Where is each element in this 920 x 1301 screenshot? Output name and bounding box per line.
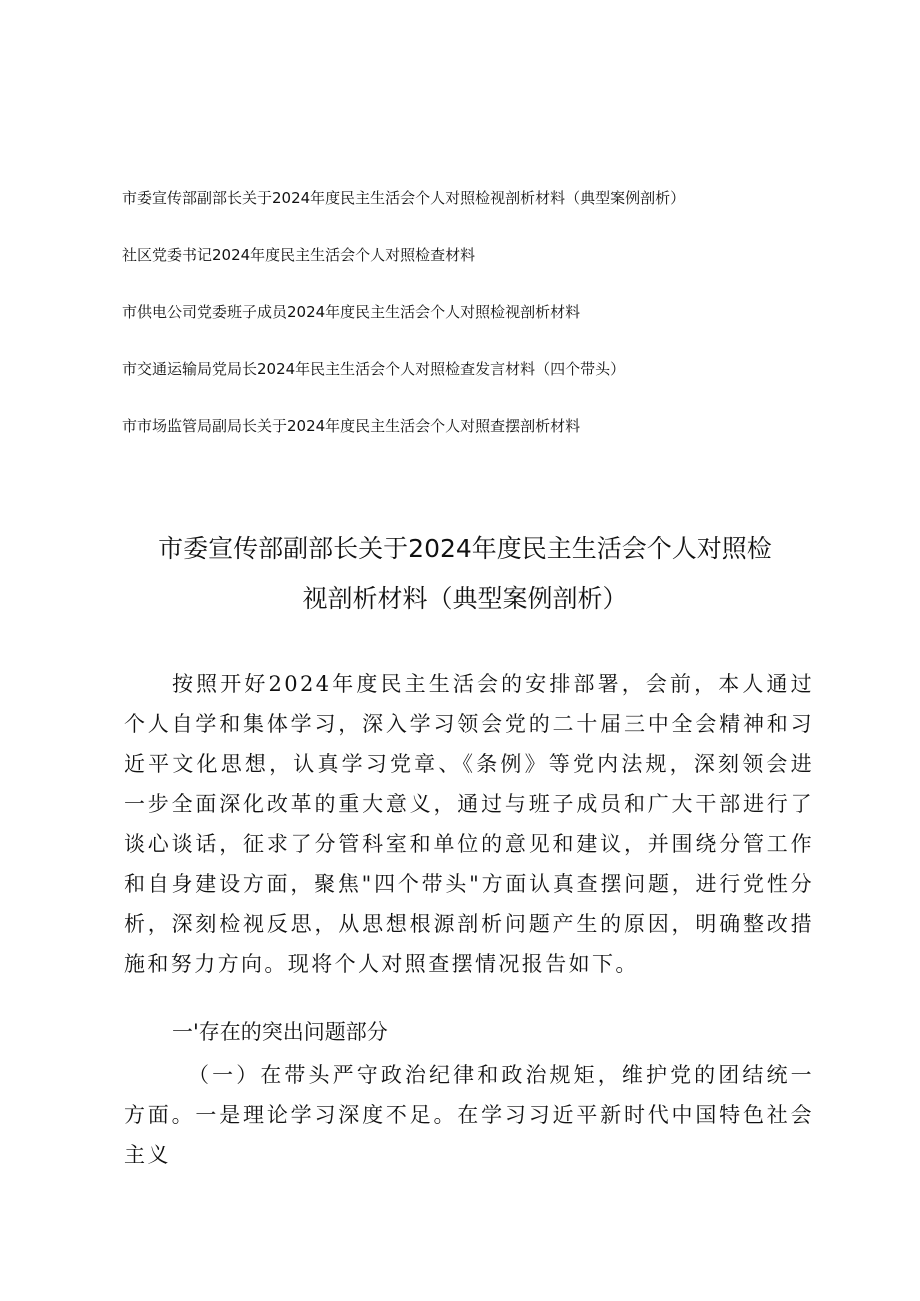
article-title-line-1: 市委宣传部副部长关于2024年度民主生活会个人对照检 bbox=[158, 534, 772, 563]
document-list-item[interactable]: 市交通运输局党局长2024年民主生活会个人对照检查发言材料（四个带头） bbox=[122, 360, 626, 378]
section-paragraph: （一）在带头严守政治纪律和政治规矩，维护党的团结统一方面。一是理论学习深度不足。在学习习近平新时代中国特色社会主义 bbox=[124, 1063, 814, 1167]
intro-paragraph: 按照开好2024年度民主生活会的安排部署，会前，本人通过个人自学和集体学习，深入学习领会党的二十届三中全会精神和习近平文化思想，认真学习党章、《条例》等党内法规，深刻领会进一步全面深化改革的重大意义，通过与班子成员和广大干部进行了谈心谈话，征求了分管科室和单位的意见和建议，并围绕分管工作和自身建设方面，聚焦"四个带头"方面认真查摆问题，进行党性分析，深刻检视反思，从思想根源剖析问题产生的原因，明确整改措施和努力方向。现将个人对照查摆情况报告如下。 bbox=[124, 672, 814, 976]
article-title bbox=[120, 524, 810, 624]
document-list-item[interactable]: 市供电公司党委班子成员2024年度民主生活会个人对照检视剖析材料 bbox=[122, 303, 581, 321]
document-list-item[interactable]: 市委宣传部副部长关于2024年度民主生活会个人对照检视剖析材料（典型案例剖析） bbox=[122, 189, 686, 207]
document-list-item[interactable]: 社区党委书记2024年度民主生活会个人对照检查材料 bbox=[122, 246, 476, 264]
document-list bbox=[122, 188, 822, 473]
document-list-item[interactable]: 市市场监管局副局长关于2024年度民主生活会个人对照查摆剖析材料 bbox=[122, 417, 581, 435]
section-heading: 一'存在的突出问题部分 bbox=[172, 1020, 388, 1044]
article-title-line-2: 视剖析材料（典型案例剖析） bbox=[302, 584, 628, 613]
